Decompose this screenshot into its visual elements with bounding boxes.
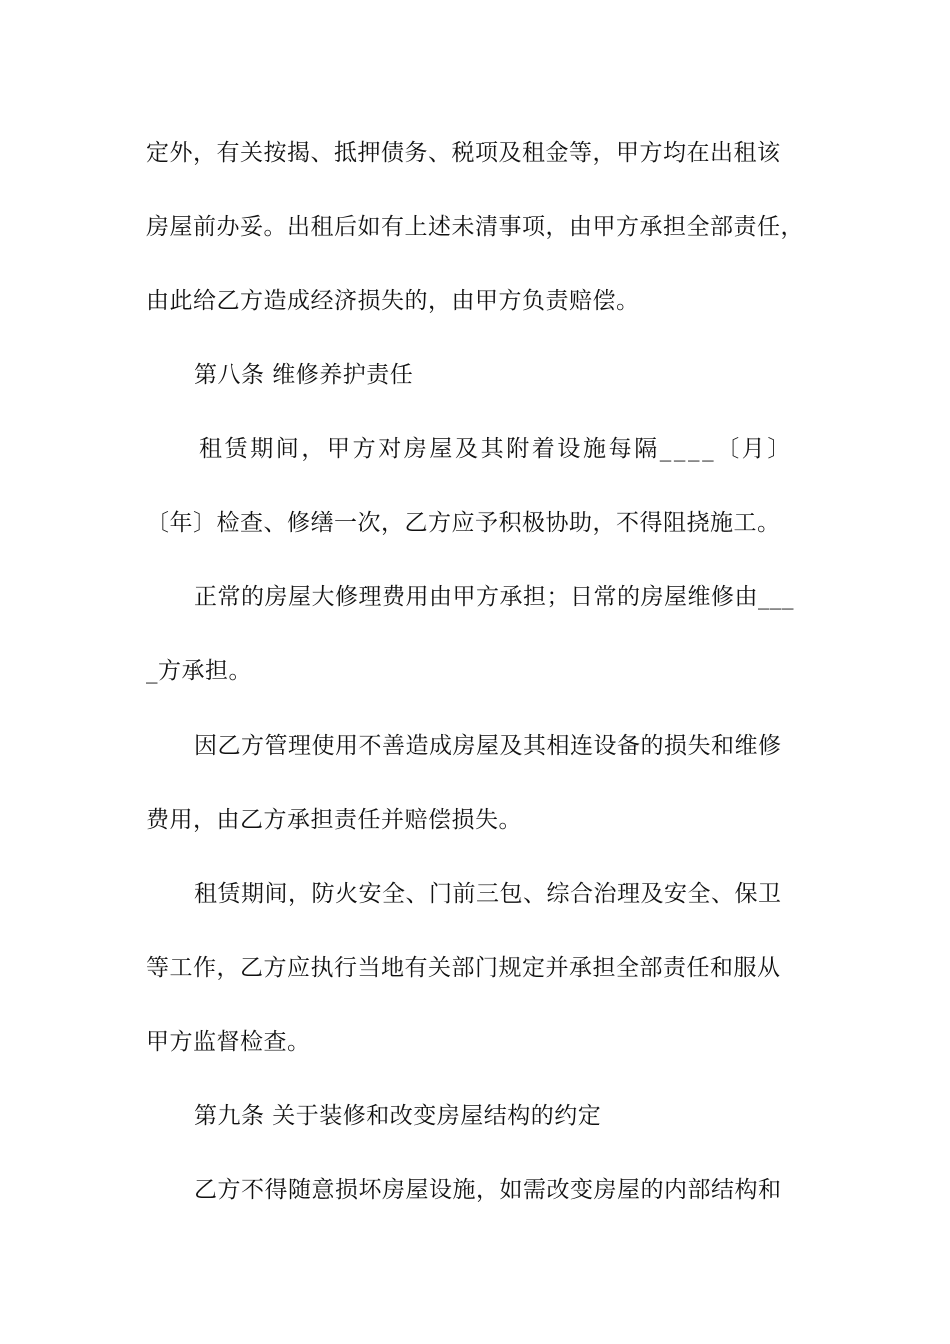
paragraph-line: 〔年〕检查、修缮一次，乙方应予积极协助，不得阻挠施工。 bbox=[146, 510, 781, 536]
paragraph-line: 房屋前办妥。出租后如有上述未清事项，由甲方承担全部责任， bbox=[146, 214, 804, 240]
paragraph-line: 费用，由乙方承担责任并赔偿损失。 bbox=[146, 807, 522, 833]
paragraph-line: 定外，有关按揭、抵押债务、税项及租金等，甲方均在出租该 bbox=[146, 140, 781, 166]
section-heading-article-9: 第九条 关于装修和改变房屋结构的约定 bbox=[194, 1103, 602, 1129]
paragraph-line: 甲方监督检查。 bbox=[146, 1029, 311, 1055]
paragraph-line: 等工作，乙方应执行当地有关部门规定并承担全部责任和服从 bbox=[146, 955, 781, 981]
paragraph-line: 正常的房屋大修理费用由甲方承担；日常的房屋维修由___ bbox=[194, 584, 794, 610]
paragraph-line: 因乙方管理使用不善造成房屋及其相连设备的损失和维修 bbox=[194, 733, 782, 759]
paragraph-line: 租赁期间，防火安全、门前三包、综合治理及安全、保卫 bbox=[194, 881, 782, 907]
paragraph-line: 乙方不得随意损坏房屋设施，如需改变房屋的内部结构和 bbox=[194, 1177, 782, 1203]
section-heading-article-8: 第八条 维修养护责任 bbox=[194, 362, 414, 388]
paragraph-line: _方承担。 bbox=[146, 658, 252, 684]
paragraph-line: 由此给乙方造成经济损失的，由甲方负责赔偿。 bbox=[146, 288, 640, 314]
paragraph-line: 租赁期间，甲方对房屋及其附着设施每隔____〔月〕 bbox=[199, 436, 793, 462]
